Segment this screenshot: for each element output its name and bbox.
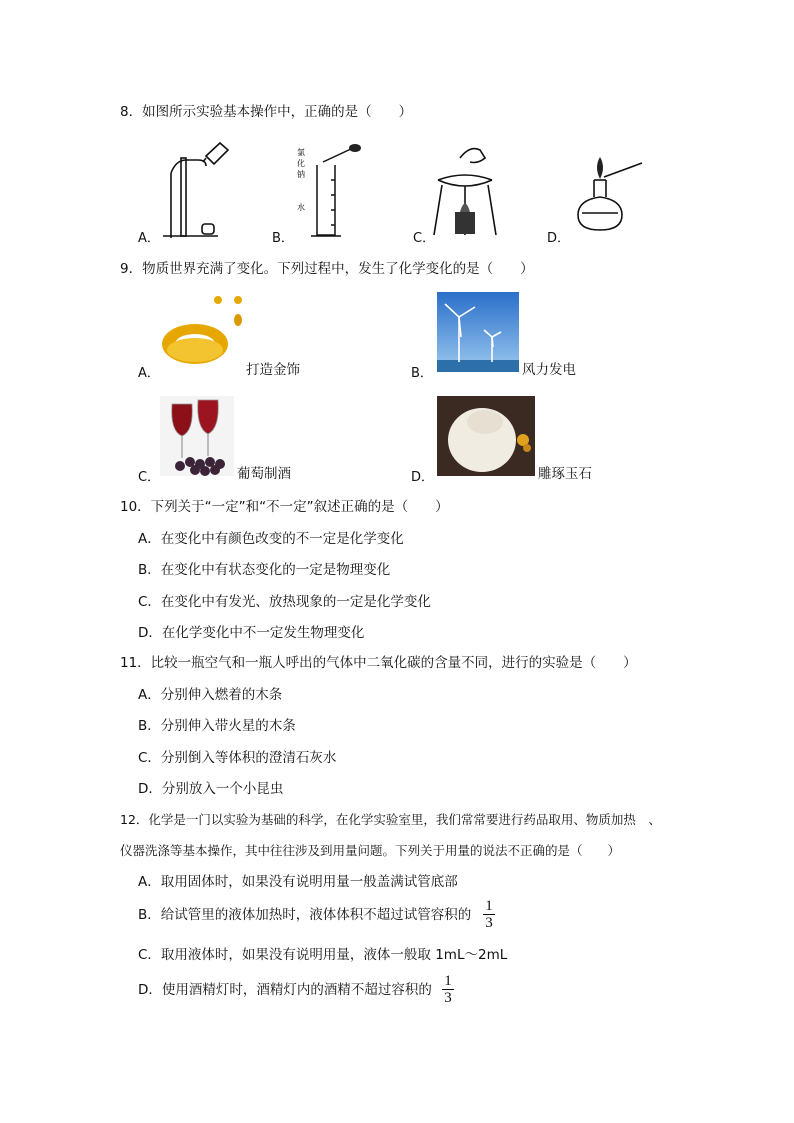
q9-option-c-text: 葡萄制酒	[237, 466, 291, 482]
q11-option-a: A．分别伸入燃着的木条	[138, 687, 283, 703]
q12-option-a: A．取用固体时，如果没有说明用量一般盖满试管底部	[138, 874, 458, 890]
q10-option-a: A．在变化中有颜色改变的不一定是化学变化	[138, 531, 404, 547]
q12-question-line2: 仪器洗涤等基本操作，其中往往涉及到用量问题。下列关于用量的说法不正确的是（ ）	[120, 843, 621, 858]
q8-option-b-letter: B．	[272, 231, 294, 246]
pouring-liquid-figure	[158, 138, 248, 243]
q12-option-b-fraction	[483, 899, 495, 930]
q12-option-d: D．使用酒精灯时，酒精灯内的酒精不超过容积的	[138, 982, 432, 998]
q9-option-c-letter: C．	[138, 470, 161, 485]
fraction-numerator: 1	[485, 898, 493, 914]
label-nacl-2: 化	[297, 159, 305, 168]
q12-option-b: B．给试管里的液体加热时，液体体积不超过试管容积的	[138, 907, 472, 923]
wind-turbine-image	[437, 292, 519, 372]
q12-question-line1: 12．化学是一门以实验为基础的科学，在化学实验室里，我们常常要进行药品取用、物质加热 、	[120, 812, 661, 827]
label-nacl-3: 钠	[297, 170, 305, 179]
label-water: 水	[297, 203, 305, 212]
q9-option-b-text: 风力发电	[522, 362, 576, 378]
jade-carving-image	[437, 396, 535, 476]
q9-question: 9．物质世界充满了变化。下列过程中，发生了化学变化的是（ ）	[120, 261, 534, 277]
q10-question: 10．下列关于“一定”和“不一定”叙述正确的是（ ）	[120, 499, 449, 515]
fraction-denominator: 3	[485, 915, 493, 931]
q8-option-d-letter: D．	[547, 231, 571, 246]
evaporating-dish-figure	[430, 140, 500, 240]
alcohol-lamp-figure	[570, 155, 650, 240]
q11-option-c: C．分别倒入等体积的澄清石灰水	[138, 750, 337, 766]
q10-option-d: D．在化学变化中不一定发生物理变化	[138, 625, 365, 641]
q12-option-c: C．取用液体时，如果没有说明用量，液体一般取 1mL～2mL	[138, 947, 508, 963]
fraction-numerator: 1	[444, 973, 452, 989]
label-nacl-1: 氯	[297, 148, 305, 157]
q11-option-b: B．分别伸入带火星的木条	[138, 718, 296, 734]
q8-option-c-letter: C．	[413, 231, 436, 246]
q8-option-a-letter: A．	[138, 231, 160, 246]
grape-wine-image	[160, 396, 234, 476]
q10-option-b: B．在变化中有状态变化的一定是物理变化	[138, 562, 391, 578]
q9-option-b-letter: B．	[411, 366, 433, 381]
q11-option-d: D．分别放入一个小昆虫	[138, 781, 284, 797]
q8-question: 8．如图所示实验基本操作中，正确的是（ ）	[120, 104, 413, 120]
measuring-cylinder-figure	[295, 140, 375, 242]
q9-option-d-text: 雕琢玉石	[538, 466, 592, 482]
q9-option-a-text: 打造金饰	[246, 362, 300, 378]
q9-option-d-letter: D．	[411, 470, 435, 485]
gold-jewelry-image	[160, 292, 242, 372]
q9-option-a-letter: A．	[138, 366, 160, 381]
q12-option-d-fraction	[442, 974, 454, 1005]
q10-option-c: C．在变化中有发光、放热现象的一定是化学变化	[138, 594, 431, 610]
q11-question: 11．比较一瓶空气和一瓶人呼出的气体中二氧化碳的含量不同，进行的实验是（ ）	[120, 655, 637, 671]
fraction-denominator: 3	[444, 990, 452, 1006]
